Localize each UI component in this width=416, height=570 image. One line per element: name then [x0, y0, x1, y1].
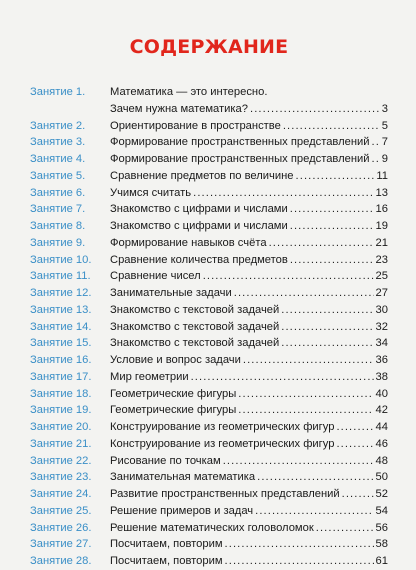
toc-entry-title: Решение математических головоломок [110, 521, 314, 534]
toc-entry-page: 32 [375, 320, 388, 333]
toc-entry-title: Формирование пространственных представлений [110, 136, 370, 149]
toc-entry [30, 185, 388, 202]
toc-entry-title: Геометрические фигуры [110, 387, 237, 400]
toc-leader-dots [193, 185, 373, 202]
toc-entry [30, 536, 388, 553]
toc-entry [30, 235, 388, 252]
toc-entry [30, 118, 388, 135]
toc-entry [30, 218, 388, 235]
toc-entry-label: Занятие 13. [30, 303, 92, 316]
toc-leader-dots [290, 218, 374, 235]
toc-entry-label: Занятие 17. [30, 370, 92, 383]
toc-entry-label: Занятие 3. [30, 136, 86, 149]
toc-entry-label: Занятие 1. [30, 86, 86, 98]
toc-entry-label: Занятие 5. [30, 169, 86, 182]
toc-entry-title: Посчитаем, повторим [110, 555, 223, 567]
toc-entry-title: Сравнение предметов по величине [110, 169, 294, 182]
toc-entry-label: Занятие 7. [30, 203, 86, 216]
toc-entry-label: Занятие 23. [30, 471, 92, 484]
toc-leader-dots [336, 419, 373, 436]
toc-entry-title: Сравнение чисел [110, 270, 201, 283]
toc-entry [30, 134, 388, 151]
toc-entry [30, 553, 388, 570]
toc-entry-title: Формирование пространственных представлений [110, 153, 370, 165]
toc-entry [30, 453, 388, 470]
toc-entry-title: Конструирование из геометрических фигур [110, 421, 335, 433]
toc-leader-dots [225, 536, 374, 553]
toc-entry-page: 11 [376, 169, 388, 182]
toc-entry-label: Занятие 22. [30, 454, 92, 467]
toc-entry-title: Знакомство с текстовой задачей [110, 337, 280, 350]
toc-entry-label: Занятие 18. [30, 387, 92, 400]
toc-leader-dots [281, 319, 373, 336]
toc-entry-page: 7 [381, 136, 388, 149]
toc-entry [30, 486, 388, 503]
toc-leader-dots [290, 201, 374, 218]
toc-entry-page: 42 [375, 404, 388, 417]
toc-entry [30, 352, 388, 369]
toc-entry-page: 19 [375, 220, 388, 232]
toc-entry-title: Знакомство с текстовой задачей [110, 303, 280, 316]
toc-entry-page: 30 [375, 303, 388, 316]
toc-entry-title: Учимся считать [110, 186, 192, 199]
toc-entry-page: 25 [375, 270, 388, 283]
toc-entry-page: 48 [375, 454, 388, 467]
toc-leader-dots [223, 453, 374, 470]
toc-leader-dots [372, 134, 380, 151]
toc-leader-dots [269, 235, 374, 252]
toc-leader-dots [203, 268, 374, 285]
toc-entry-page: 34 [375, 337, 388, 350]
toc-entry [30, 520, 388, 537]
toc-entry-title: Рисование по точкам [110, 454, 221, 467]
toc-entry [30, 201, 388, 218]
toc-entry-title: Математика — это интересно. [110, 86, 268, 98]
toc-leader-dots [238, 402, 373, 419]
toc-entry-page: 9 [381, 153, 388, 165]
toc-entry-label: Занятие 16. [30, 354, 92, 366]
toc-entry-title: Занимательные задачи [110, 287, 232, 299]
toc-leader-dots [372, 151, 380, 168]
toc-entry-page: 50 [375, 471, 388, 484]
toc-leader-dots [296, 168, 375, 185]
toc-leader-dots [250, 101, 380, 118]
toc-leader-dots [290, 252, 374, 269]
toc-leader-dots [281, 302, 373, 319]
toc-entry-title: Конструирование из геометрических фигур [110, 437, 335, 450]
page-title: СОДЕРЖАНИЕ [129, 36, 289, 58]
toc-entry [30, 503, 388, 520]
toc-entry [30, 168, 388, 185]
toc-entry-label: Занятие 8. [30, 220, 86, 232]
toc-entry [30, 402, 388, 419]
toc-entry [30, 285, 388, 302]
toc-entry-label: Занятие 10. [30, 253, 92, 266]
toc-entry-page: 54 [375, 504, 388, 517]
toc-entry-page: 58 [375, 538, 388, 551]
toc-leader-dots [257, 469, 373, 486]
toc-leader-dots [191, 369, 374, 386]
toc-leader-dots [281, 335, 373, 352]
toc-entry-title: Развитие пространственных представлений [110, 488, 340, 500]
toc-entry-title: Знакомство с текстовой задачей [110, 320, 280, 333]
toc-entry [30, 151, 388, 168]
toc-entry-label: Занятие 12. [30, 287, 92, 299]
toc-entry-page: 23 [375, 253, 388, 266]
toc-entry-label: Занятие 15. [30, 337, 92, 350]
toc-entry-title: Условие и вопрос задачи [110, 354, 241, 366]
toc-leader-dots [225, 553, 374, 570]
toc-entry-label: Занятие 26. [30, 521, 92, 534]
toc-entry-continuation [30, 101, 388, 118]
toc-leader-dots [234, 285, 374, 302]
toc-leader-dots [243, 352, 374, 369]
toc-entry-page: 61 [375, 555, 388, 567]
toc-entry-page: 16 [375, 203, 388, 216]
toc-entry-label: Занятие 21. [30, 437, 92, 450]
toc-leader-dots [342, 486, 374, 503]
toc-entry-page: 3 [381, 102, 388, 115]
toc-leader-dots [255, 503, 373, 520]
toc-entry-label: Занятие 24. [30, 488, 92, 500]
toc-entry-title: Занимательная математика [110, 471, 256, 484]
toc-entry [30, 302, 388, 319]
toc-entry-title: Знакомство с цифрами и числами [110, 203, 288, 216]
toc-entry [30, 436, 388, 453]
toc-entry-title: Формирование навыков счёта [110, 236, 267, 249]
toc-entry-page: 38 [375, 370, 388, 383]
toc-entry-title: Мир геометрии [110, 370, 189, 383]
toc-entry-title: Сравнение количества предметов [110, 253, 288, 266]
toc-entry-label: Занятие 14. [30, 320, 92, 333]
toc-entry [30, 419, 388, 436]
toc-entry-title: Геометрические фигуры [110, 404, 237, 417]
toc-entry [30, 319, 388, 336]
toc-leader-dots [238, 386, 373, 403]
toc-entry-label: Занятие 11. [30, 270, 91, 283]
toc-entry-label: Занятие 6. [30, 186, 86, 199]
table-of-contents [30, 84, 388, 570]
toc-entry [30, 386, 388, 403]
toc-entry-page: 13 [375, 186, 388, 199]
toc-leader-dots [316, 520, 374, 537]
toc-entry-title-line2: Зачем нужна математика? [110, 102, 248, 115]
toc-entry-label: Занятие 2. [30, 119, 86, 132]
toc-entry-label: Занятие 4. [30, 153, 86, 165]
toc-entry-label: Занятие 28. [30, 555, 92, 567]
toc-entry [30, 268, 388, 285]
toc-entry [30, 335, 388, 352]
toc-entry-title: Посчитаем, повторим [110, 538, 223, 551]
toc-entry-label: Занятие 9. [30, 236, 86, 249]
toc-entry-page: 46 [375, 437, 388, 450]
toc-entry [30, 252, 388, 269]
toc-entry-title: Ориентирование в пространстве [110, 119, 281, 132]
toc-entry-title: Знакомство с цифрами и числами [110, 220, 288, 232]
toc-entry-page: 36 [375, 354, 388, 366]
toc-leader-dots [336, 436, 373, 453]
toc-entry-page: 21 [375, 236, 388, 249]
toc-entry-label: Занятие 19. [30, 404, 92, 417]
toc-entry-page: 40 [375, 387, 388, 400]
toc-entry [30, 469, 388, 486]
toc-entry-page: 27 [375, 287, 388, 299]
toc-entry-label: Занятие 20. [30, 421, 92, 433]
toc-entry-page: 44 [375, 421, 388, 433]
toc-entry-label: Занятие 27. [30, 538, 92, 551]
toc-entry-page: 56 [375, 521, 388, 534]
toc-entry [30, 369, 388, 386]
toc-entry-page: 52 [375, 488, 388, 500]
toc-entry-label: Занятие 25. [30, 504, 92, 517]
toc-entry-title: Решение примеров и задач [110, 504, 254, 517]
toc-entry [30, 84, 388, 101]
toc-entry-page: 5 [381, 119, 388, 132]
toc-leader-dots [283, 118, 380, 135]
